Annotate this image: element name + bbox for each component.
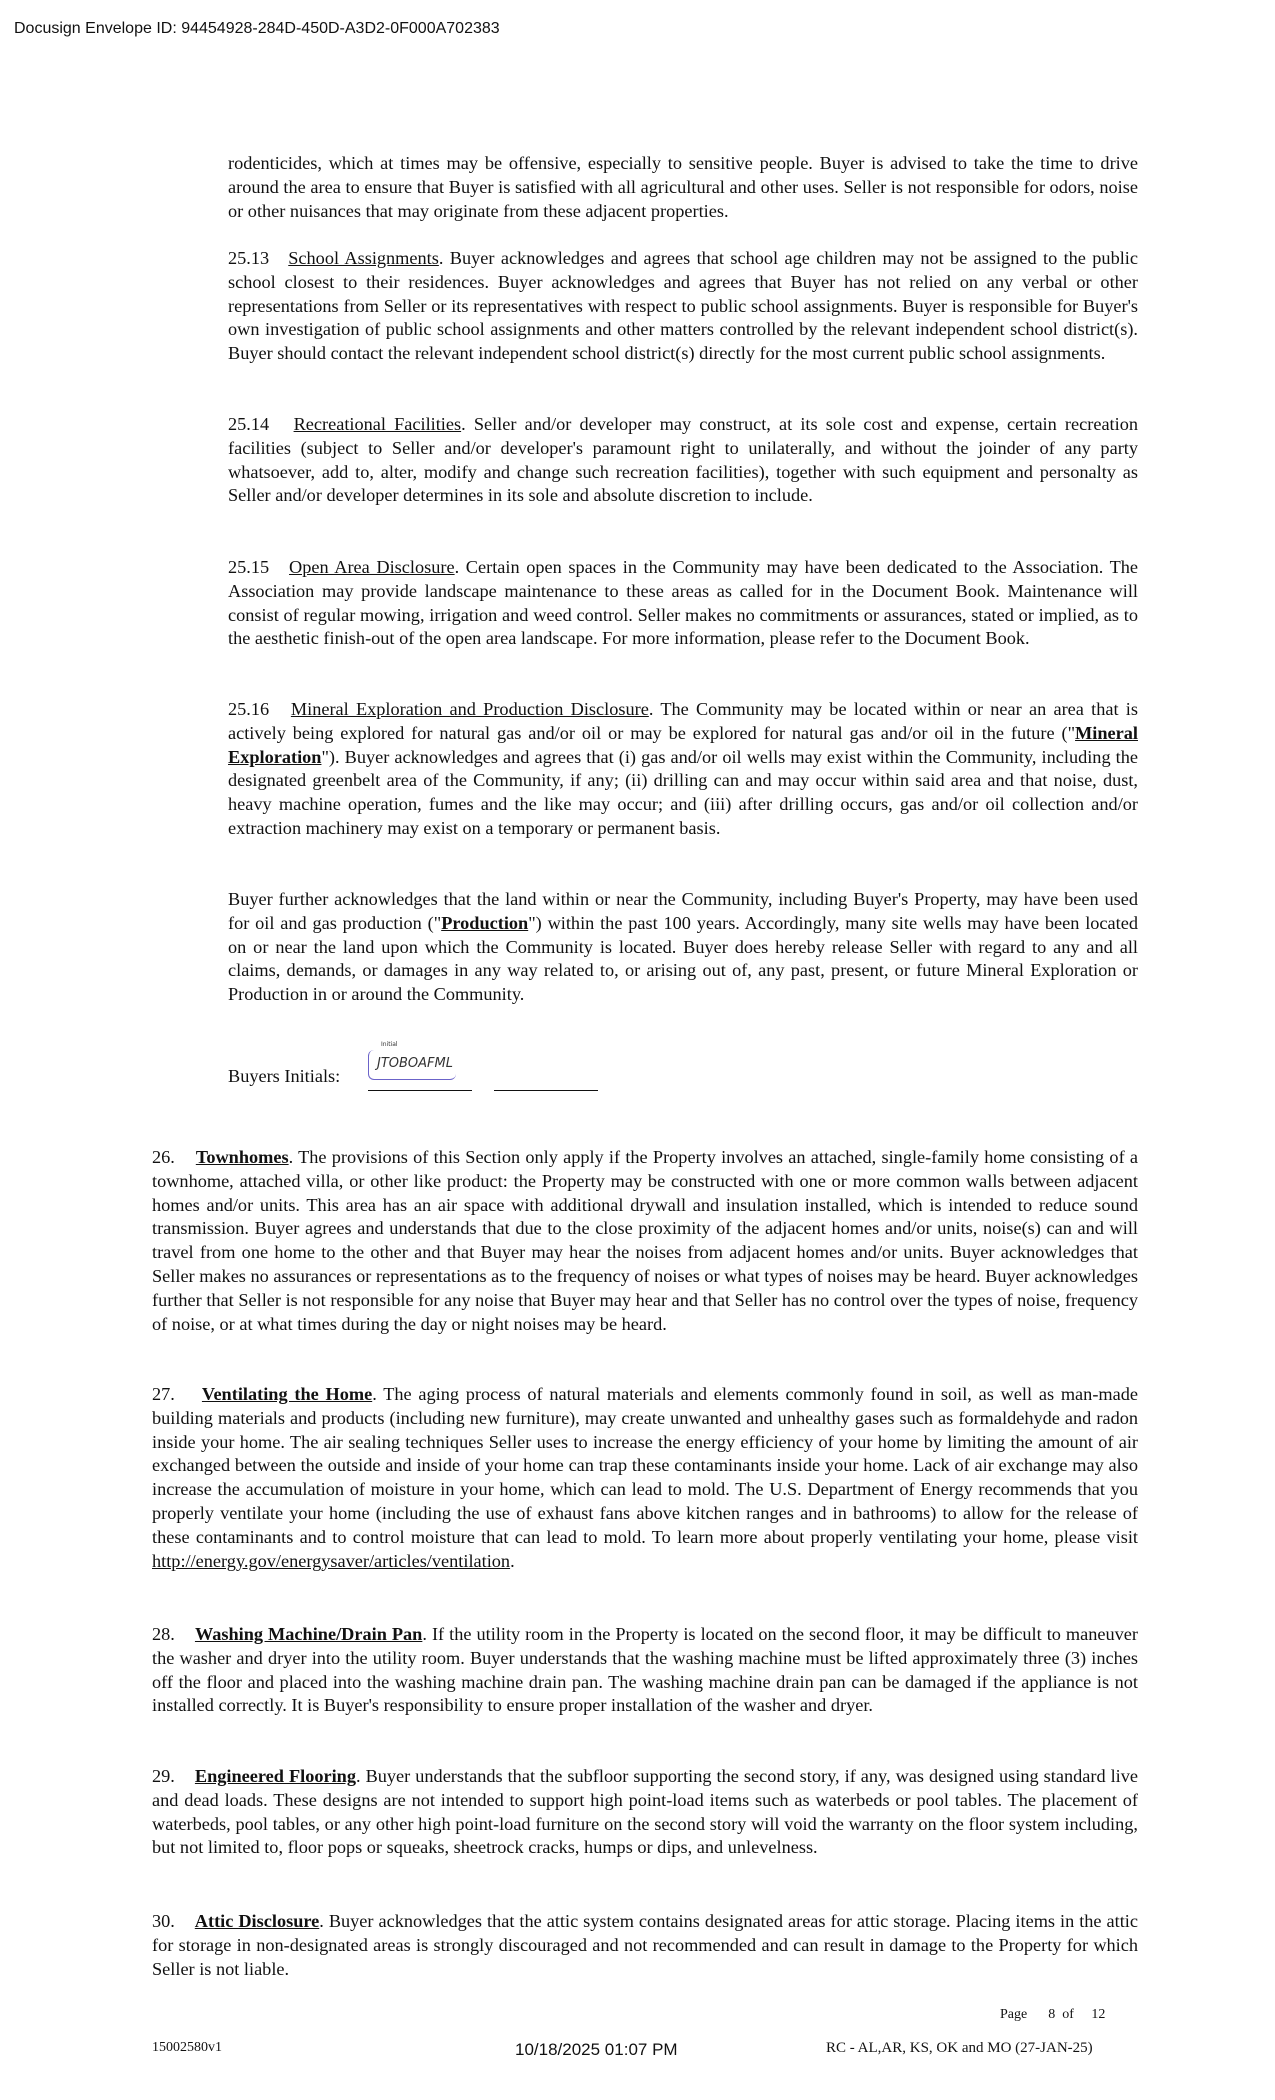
buyers-initials-label: Buyers Initials: — [228, 1066, 341, 1086]
form-name: RC - AL,AR, KS, OK and MO (27-JAN-25) — [826, 2040, 1093, 2056]
section-27 — [152, 1383, 1138, 1573]
section-number: 26. — [152, 1147, 175, 1167]
section-body: . If the utility room in the Property is located on the second floor, it may be difficult to maneuver the washer and dryer into the utility room. Buyer understands that the washing machine must be lifted approximately three (3) inches off the floor and placed into the washing machine drain pan. The washing machine drain pan can be damaged if the appliance is not installed correctly. It is Buyer's responsibility to ensure proper installation of the washer and dryer. — [152, 1624, 1139, 1716]
section-body: . The aging process of natural materials and elements commonly found in soil, as well as man-made building materials and products (including new furniture), may create unwanted and unhealthy gases such as formaldehyde and radon inside your home. The air sealing techniques Seller uses to increase the energy efficiency of your home by limiting the amount of air exchanged between the outside and inside of your home can trap these contaminants inside your home. Lack of air exchange may also increase the accumulation of moisture in your home, which can lead to mold. The U.S. Department of Energy recommends that you properly ventilate your home (including the use of exhaust fans above kitchen ranges and in bathrooms) to allow for the release of these contaminants and to control moisture that can lead to mold. To learn more about properly ventilating your home, please visit — [152, 1384, 1138, 1547]
initials-stamp — [368, 1041, 456, 1080]
section-25-15 — [228, 556, 1138, 651]
section-number: 25.13 — [228, 248, 270, 268]
section-number: 25.15 — [228, 557, 270, 577]
document-id: 15002580v1 — [152, 2040, 222, 2055]
initials-line-2[interactable] — [494, 1090, 598, 1091]
section-26 — [152, 1146, 1138, 1336]
ventilation-link[interactable]: http://energy.gov/energysaver/articles/ventilation — [152, 1550, 511, 1571]
timestamp: 10/18/2025 01:07 PM — [515, 2040, 678, 2059]
paragraph-text: ") within the past 100 years. Accordingly, many site wells may have been located on or near the land upon which the Community is located. Buyer does hereby release Seller with regard to any and all claims, demands, or damages in any way related to, or arising out of, any past, present, or future Mineral Exploration or Production in or around the Community. — [228, 912, 1138, 1005]
page-number — [1000, 2007, 1105, 2023]
section-body: . The provisions of this Section only apply if the Property involves an attached, single-family home consisting of a townhome, attached villa, or other like product: the Property may be constructed with one or more common walls between adjacent homes and/or units. This area has an air space with additional drywall and insulation installed, which is intended to reduce sound transmission. Buyer agrees and understands that due to the close proximity of the adjacent homes and/or units, noise(s) can and will travel from one home to the other and that Buyer may hear the noises from adjacent homes and/or units. Buyer acknowledges that Seller makes no assurances or representations as to the frequency of noises or what types of noises may be heard. Buyer acknowledges further that Seller is not responsible for any noise that Buyer may hear and that Seller has no control over the types of noise, frequency of noise, or at what times during the day or night noises may be heard. — [152, 1147, 1139, 1334]
initials-line-1[interactable] — [368, 1090, 472, 1091]
section-25-13 — [228, 247, 1138, 366]
section-28 — [152, 1623, 1138, 1718]
section-body: . Buyer acknowledges and agrees that school age children may not be assigned to the public school closest to their residences. Buyer acknowledges and agrees that Buyer has not relied on any verbal or other representations from Seller or its representatives with respect to public school assignments. Buyer is responsible for Buyer's own investigation of public school assignments and other matters controlled by the relevant independent school district(s). Buyer should contact the relevant independent school district(s) directly for the most current public school assignments. — [228, 248, 1138, 364]
section-number: 28. — [152, 1624, 175, 1644]
initials-signature: JTOBOAFML — [377, 1056, 453, 1071]
section-body: . Seller and/or developer may construct, at its sole cost and expense, certain recreation facilities (subject to Seller and/or developer's paramount right to unilaterally, and without the joinder of any party whatsoever, add to, alter, modify and change such recreation facilities), together with such equipment and personalty as Seller and/or developer determines in its sole and absolute discretion to include. — [228, 414, 1138, 506]
page-current: 8 — [1048, 2007, 1056, 2022]
defined-term: Mineral Exploration — [228, 722, 1138, 767]
section-title: Mineral Exploration and Production Disclosure — [290, 699, 649, 719]
section-body: "). Buyer acknowledges and agrees that (i) gas and/or oil wells may exist within the Community, including the designated greenbelt area of the Community, if any; (ii) drilling can and may occur within said area and that noise, dust, heavy machine operation, fumes and the like may occur; and (iii) after drilling occurs, gas and/or oil collection and/or extraction machinery may exist on a temporary or permanent basis. — [228, 746, 1138, 838]
section-body: . Buyer acknowledges that the attic system contains designated areas for attic storage. Placing items in the attic for storage in non-designated areas is strongly discouraged and not recommended and can result in damage to the Property for which Seller is not liable. — [152, 1911, 1138, 1979]
page-label: Page — [1000, 2007, 1028, 2022]
stamp-caption: Initial — [381, 1041, 398, 1048]
section-25-14 — [228, 413, 1138, 508]
section-title: Engineered Flooring — [194, 1766, 356, 1786]
section-number: 25.16 — [228, 699, 270, 719]
page-total: 12 — [1091, 2007, 1106, 2022]
section-title: School Assignments — [288, 248, 439, 268]
section-title: Townhomes — [195, 1147, 289, 1167]
section-body: . Certain open spaces in the Community may have been dedicated to the Association. The Association may provide landscape maintenance to these areas as called for in the Document Book. Maintenance will consist of regular mowing, irrigation and weed control. Seller makes no commitments or assurances, stated or implied, as to the aesthetic finish-out of the open area landscape. For more information, please refer to the Document Book. — [228, 557, 1138, 649]
section-body: . Buyer understands that the subfloor supporting the second story, if any, was designed using standard live and dead loads. These designs are not intended to support high point-load items such as waterbeds or pool tables. The placement of waterbeds, pool tables, or any other high point-load furniture on the second story will void the warranty on the floor system including, but not limited to, floor pops or squeaks, sheetrock cracks, humps or dips, and unlevelness. — [152, 1766, 1139, 1858]
section-number: 27. — [152, 1384, 175, 1404]
section-title: Open Area Disclosure — [289, 557, 455, 577]
section-number: 25.14 — [228, 414, 270, 434]
paragraph-production — [228, 888, 1138, 1007]
section-30 — [152, 1910, 1138, 1981]
section-title: Recreational Facilities — [293, 414, 462, 434]
paragraph-text: Buyer further acknowledges that the land within or near the Community, including Buyer's Property, may have been used for oil and gas production (" — [228, 889, 1138, 933]
section-body: . The Community may be located within or near an area that is actively being explored for natural gas and/or oil or may be explored for natural gas and/or oil in the future (" — [228, 699, 1138, 743]
section-title: Washing Machine/Drain Pan — [194, 1624, 423, 1644]
envelope-id: Docusign Envelope ID: 94454928-284D-450D-A3D2-0F000A702383 — [14, 20, 500, 37]
period: . — [510, 1550, 515, 1571]
section-number: 29. — [152, 1766, 175, 1786]
defined-term: Production — [441, 912, 529, 933]
section-title: Ventilating the Home — [201, 1384, 373, 1404]
section-29 — [152, 1765, 1138, 1860]
section-title: Attic Disclosure — [194, 1911, 320, 1931]
page-of: of — [1062, 2007, 1074, 2022]
paragraph-rodenticides: rodenticides, which at times may be offensive, especially to sensitive people. Buyer is advised to take the time to drive around the area to ensure that Buyer is satisfied with all agricultural and other uses. Seller is not responsible for odors, noise or other nuisances that may originate from these adjacent properties. — [228, 153, 1138, 221]
section-25-16 — [228, 698, 1138, 841]
section-number: 30. — [152, 1911, 175, 1931]
